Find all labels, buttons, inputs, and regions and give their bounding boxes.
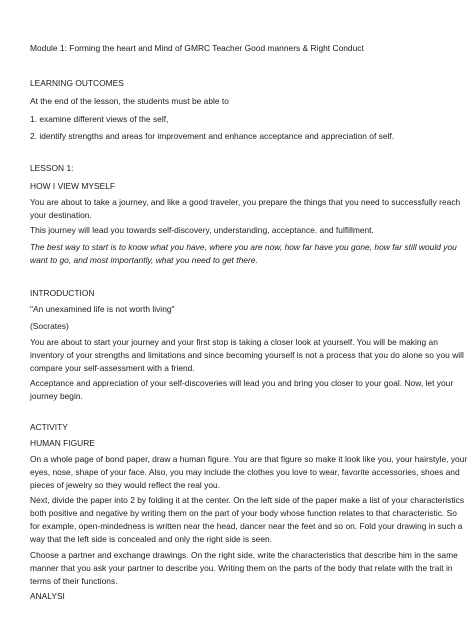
introduction-paragraph-2-line-2: journey begin. [30,391,83,401]
lesson-paragraph-1-line-2: your destination. [30,210,92,220]
lesson-number: LESSON 1: [30,163,74,173]
introduction-heading: INTRODUCTION [30,288,95,298]
activity-paragraph-3-line-1: Choose a partner and exchange drawings. On the right side, write the characteristics that describe him in the same [30,550,458,560]
analysis-heading: ANALYSI [30,591,65,601]
introduction-paragraph-1-line-1: You are about to start your journey and your first stop is taking a closer look at yourself. You will be making an [30,337,438,347]
activity-paragraph-3-line-2: manner that you ask your partner to describe you. Writing them on the parts of the body that relate with the trait in [30,563,453,573]
activity-paragraph-3-line-3: terms of their functions. [30,576,118,586]
introduction-quote: "An unexamined life is not worth living" [30,304,175,314]
lesson-paragraph-2: This journey will lead you towards self-discovery, understanding, acceptance. and fulfillment. [30,225,374,235]
learning-outcome-item-2: 2. identify strengths and areas for improvement and enhance acceptance and appreciation of self. [30,131,395,141]
activity-paragraph-1-line-1: On a whole page of bond paper, draw a human figure. You are that figure so make it look like you, your hairstyle, your [30,454,468,464]
lesson-title: HOW I VIEW MYSELF [30,181,116,191]
lesson-paragraph-1-line-1: You are about to take a journey, and like a good traveler, you prepare the things that you need to successfully reach [30,197,461,207]
lesson-paragraph-3-line-2: want to go, and most importantly, what you need to get there. [30,255,258,265]
activity-subheading: HUMAN FIGURE [30,438,95,448]
activity-paragraph-2-line-4: way that the left side is concealed and only the right side is seen. [30,534,273,544]
introduction-paragraph-1-line-3: compare your self-assessment with a friend. [30,363,195,373]
activity-paragraph-2-line-2: both positive and negative by writing them on the part of your body whose function relates to that characteristic. So [30,508,457,518]
activity-paragraph-2-line-3: for example, open-mindedness is written near the head, dancer near the feet and so on. Fold your drawing in such a [30,521,463,531]
learning-outcomes-intro: At the end of the lesson, the students must be able to [30,96,229,106]
lesson-paragraph-3-line-1: The best way to start is to know what you have, where you are now, how far have you gone, how far still would you [30,242,457,252]
activity-paragraph-1-line-2: eyes, nose, shape of your face. Also, you may include the clothes you love to wear, favorite accessories, shoes and [30,467,460,477]
introduction-quote-author: (Socrates) [30,321,69,331]
activity-heading: ACTIVITY [30,422,68,432]
learning-outcome-item-1: 1. examine different views of the self, [30,114,169,124]
introduction-paragraph-1-line-2: inventory of your strengths and limitations and since becoming yourself is not a process that you do alone so you will [30,350,464,360]
learning-outcomes-heading: LEARNING OUTCOMES [30,78,124,88]
introduction-paragraph-2-line-1: Acceptance and appreciation of your self-discoveries will lead you and bring you closer to your goal. Now, let your [30,378,454,388]
activity-paragraph-2-line-1: Next, divide the paper into 2 by folding it at the center. On the left side of the paper make a list of your characteristics [30,495,465,505]
activity-paragraph-1-line-3: pieces of jewelry so they would reflect the real you. [30,480,221,490]
document-title: Module 1: Forming the heart and Mind of GMRC Teacher Good manners & Right Conduct [30,43,364,53]
